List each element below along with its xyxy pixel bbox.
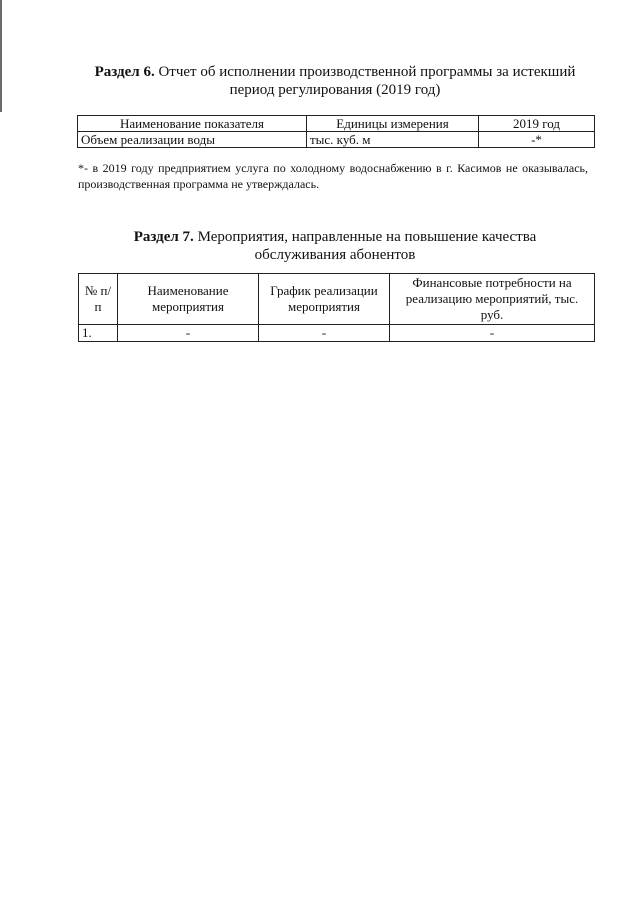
section6-cell-units: тыс. куб. м xyxy=(307,132,479,148)
section7-title-text: Мероприятия, направленные на повышение качества xyxy=(197,229,537,245)
section7-title-line2: обслуживания абонентов xyxy=(254,247,416,263)
section6-footnote: *- в 2019 году предприятием услуга по холодному водоснабжению в г. Касимов не оказывалась, производственная программа не утверждалась. xyxy=(78,161,588,191)
section7-table xyxy=(78,273,595,342)
section7-cell-number: 1. xyxy=(79,325,118,342)
section6-header-indicator: Наименование показателя xyxy=(78,116,307,132)
section6-cell-indicator: Объем реализации воды xyxy=(78,132,307,148)
section6-title-line2: период регулирования (2019 год) xyxy=(229,82,441,98)
section7-cell-name: - xyxy=(118,325,259,342)
section6-title-text: Отчет об исполнении производственной программы за истекший xyxy=(158,64,576,80)
section7-cell-finance: - xyxy=(390,325,595,342)
section7-table-header-row xyxy=(79,274,595,325)
section6-table-header-row xyxy=(78,116,595,132)
section6-cell-value: -* xyxy=(479,132,595,148)
section6-title xyxy=(70,63,600,99)
section6-title-bold: Раздел 6. xyxy=(94,64,155,80)
section6-header-year: 2019 год xyxy=(479,116,595,132)
section7-header-name: Наименование мероприятия xyxy=(118,274,259,325)
table-row xyxy=(79,325,595,342)
section7-cell-schedule: - xyxy=(259,325,390,342)
section7-title-bold: Раздел 7. xyxy=(133,229,194,245)
section7-header-schedule: График реализации мероприятия xyxy=(259,274,390,325)
section6-table xyxy=(77,115,595,148)
section7-title xyxy=(70,228,600,264)
section7-header-finance: Финансовые потребности на реализацию мероприятий, тыс. руб. xyxy=(390,274,595,325)
section7-header-number: № п/п xyxy=(79,274,118,325)
section6-header-units: Единицы измерения xyxy=(307,116,479,132)
table-row xyxy=(78,132,595,148)
scan-edge-line xyxy=(0,0,2,112)
